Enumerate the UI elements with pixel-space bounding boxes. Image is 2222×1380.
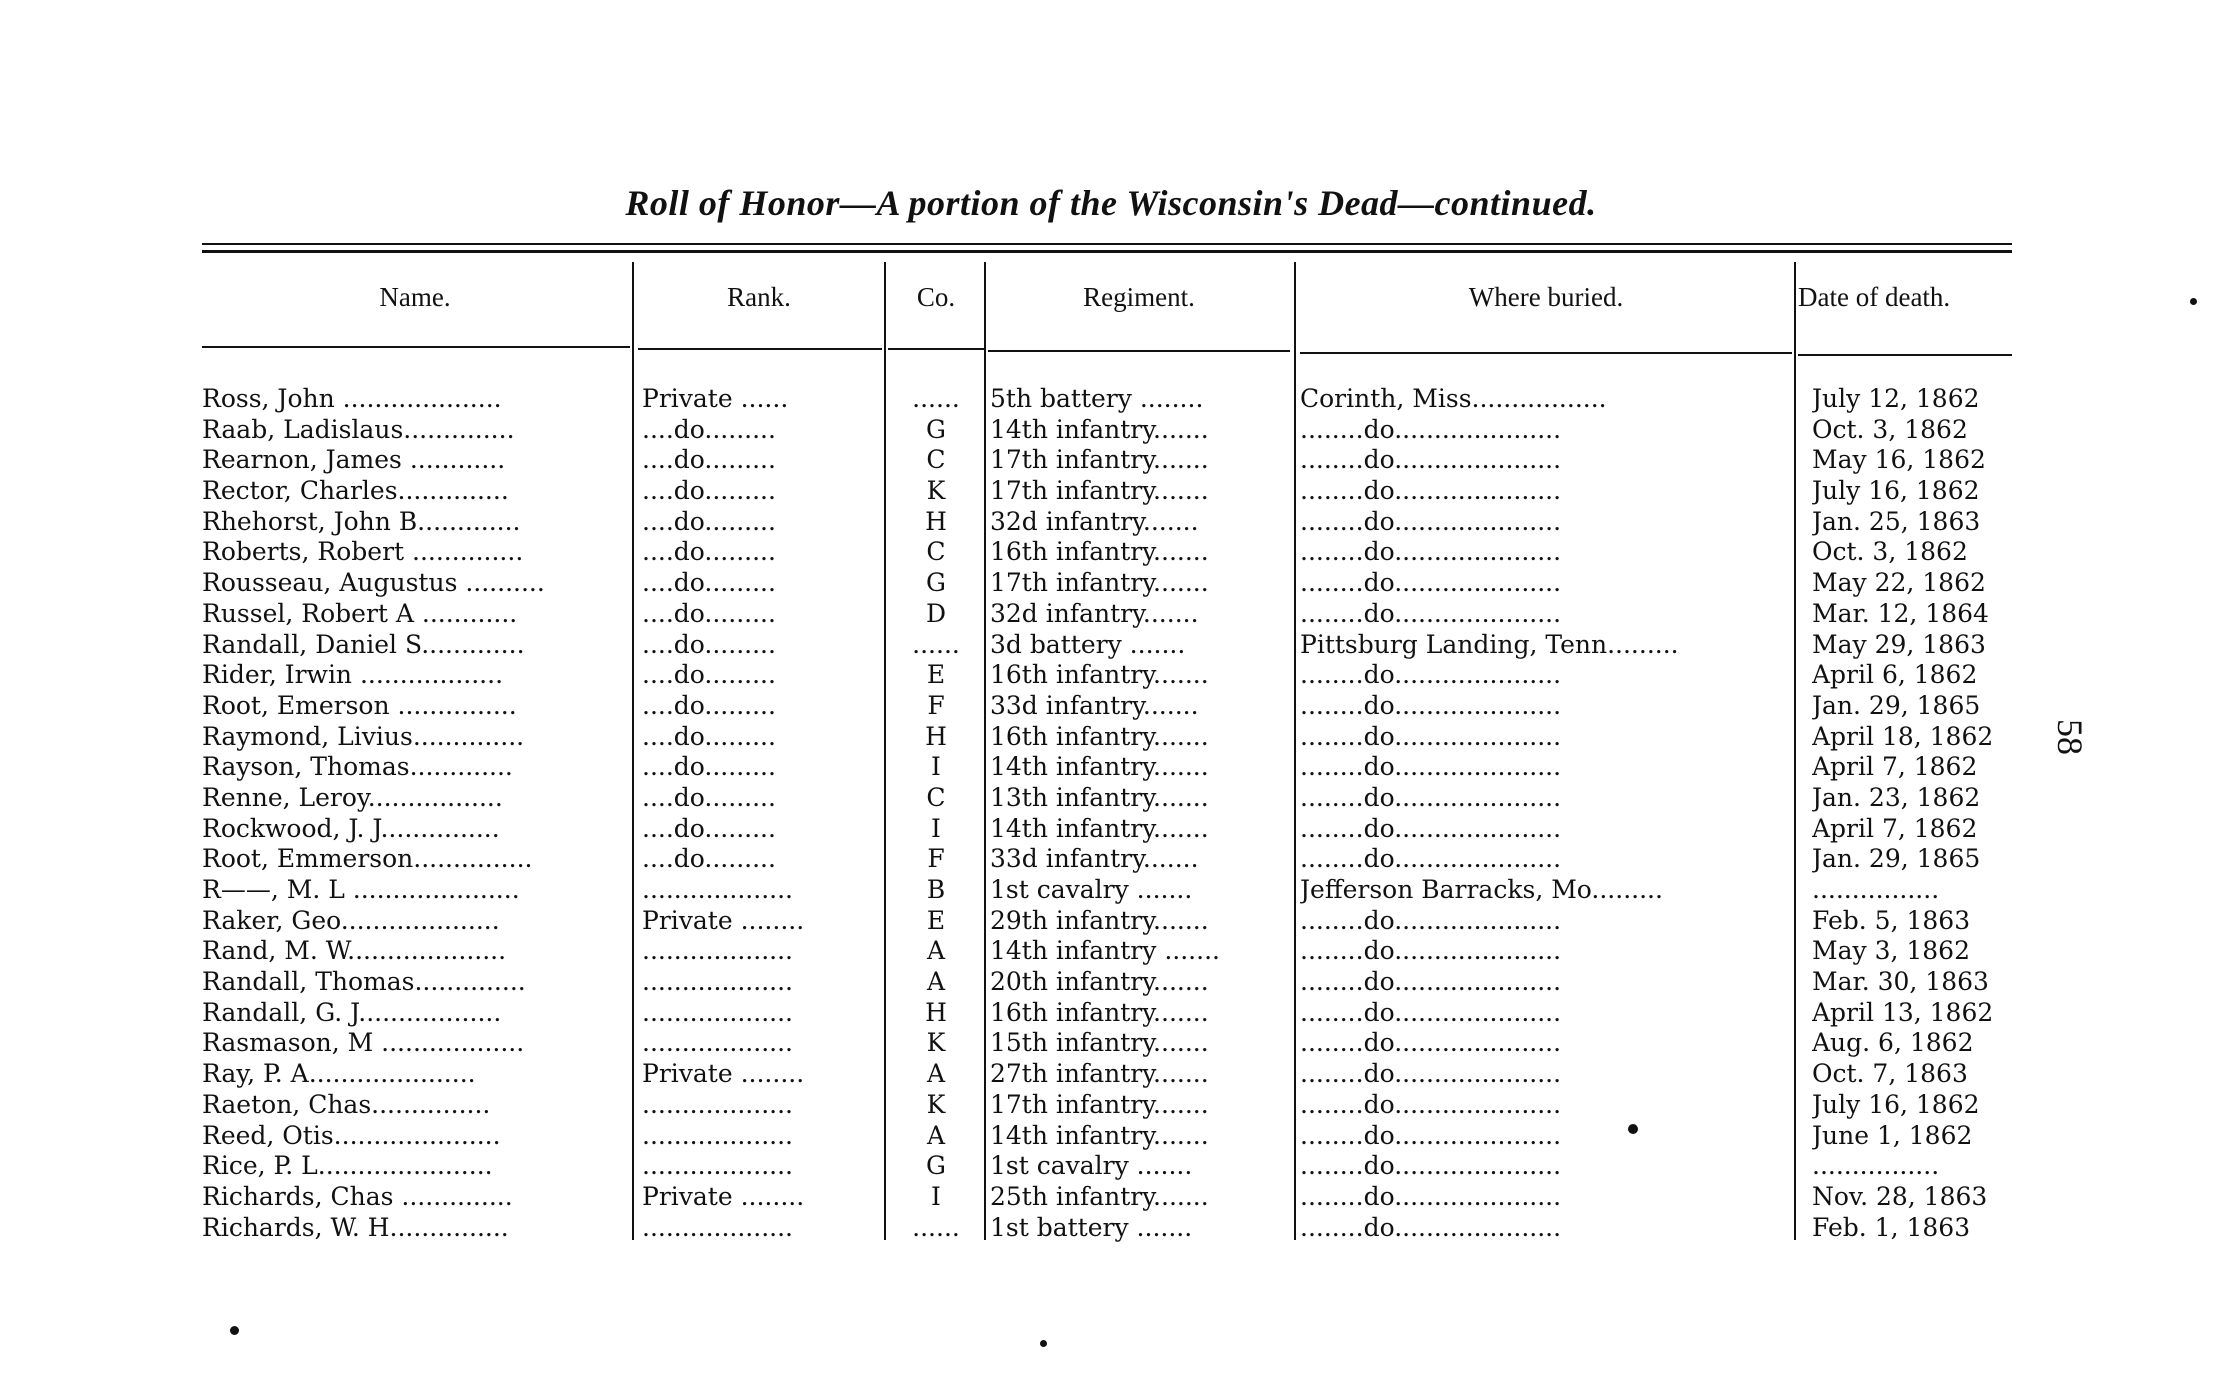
table-row [0,691,2222,722]
date-of-death-cell: ................ [1812,875,1940,904]
date-of-death-cell: May 22, 1862 [1812,568,1986,598]
name-cell: Ray, P. A..................... [202,1059,476,1089]
regiment-cell: 25th infantry....... [990,1181,1209,1211]
rank-cell: ....do......... [642,506,776,536]
ink-speck [230,1326,239,1335]
header-rule-name [202,346,630,348]
rank-cell: ................... [642,1151,793,1181]
table-row [0,752,2222,783]
table-row [0,630,2222,661]
regiment-cell: 27th infantry....... [990,1059,1209,1089]
rank-cell: ....do......... [642,445,776,475]
table-row [0,783,2222,814]
where-buried-cell: ........do..................... [1300,936,1562,966]
company-cell: K [926,1089,946,1119]
regiment-cell: 14th infantry ....... [990,936,1220,966]
where-buried-cell: ........do..................... [1300,660,1562,690]
name-cell: Raeton, Chas............... [202,1089,491,1119]
rank-cell: ....do......... [642,537,776,567]
rank-cell: ....do......... [642,414,776,444]
where-buried-cell: ........do..................... [1300,721,1562,751]
rank-cell: ....do......... [642,629,776,659]
table-row [0,967,2222,998]
table-row [0,844,2222,875]
where-buried-cell: ........do..................... [1300,690,1562,720]
regiment-cell: 14th infantry....... [990,752,1209,782]
company-cell: F [927,690,945,720]
rank-cell: ....do......... [642,782,776,812]
name-cell: Rockwood, J. J............... [202,813,500,843]
table-row [0,537,2222,568]
header-regiment: Regiment. [1083,282,1195,312]
rank-cell: ....do......... [642,721,776,751]
name-cell: Raker, Geo.................... [202,905,500,935]
name-cell: Rearnon, James ............ [202,445,506,475]
table-row [0,998,2222,1029]
regiment-cell: 20th infantry....... [990,967,1209,997]
regiment-cell: 29th infantry....... [990,905,1209,935]
company-cell: G [926,568,946,598]
name-cell: Root, Emerson ............... [202,690,517,720]
date-of-death-cell: April 13, 1862 [1812,997,1994,1027]
date-of-death-cell: Mar. 30, 1863 [1812,967,1989,997]
name-cell: Raab, Ladislaus.............. [202,414,515,444]
date-of-death-cell: ................ [1812,1151,1940,1181]
company-cell: E [926,660,946,690]
header-where-buried: Where buried. [1468,282,1624,312]
where-buried-cell: ........do..................... [1300,1212,1562,1242]
date-of-death-cell: May 29, 1863 [1812,629,1986,659]
where-buried-cell: ........do..................... [1300,1181,1562,1211]
company-cell: ...... [912,629,960,659]
name-cell: Reed, Otis..................... [202,1120,501,1150]
date-of-death-cell: Feb. 1, 1863 [1812,1212,1971,1242]
rank-cell: Private ...... [642,384,789,413]
regiment-cell: 1st cavalry ....... [990,875,1193,904]
roll-table-body [0,384,2222,1243]
name-cell: Russel, Robert A ............ [202,598,518,628]
date-of-death-cell: Nov. 28, 1863 [1812,1181,1988,1211]
table-row [0,1028,2222,1059]
page-number: 58 [2050,719,2090,755]
rank-cell: ....do......... [642,813,776,843]
rank-cell: ................... [642,997,793,1027]
top-rule-thin [202,243,2012,245]
name-cell: Roberts, Robert .............. [202,537,524,567]
table-row [0,814,2222,845]
header-name: Name. [379,282,451,312]
date-of-death-cell: Aug. 6, 1862 [1812,1028,1974,1058]
company-cell: B [926,875,946,904]
table-row [0,1059,2222,1090]
where-buried-cell: ........do..................... [1300,997,1562,1027]
header-rule-rank [638,348,882,350]
company-cell: G [926,414,946,444]
where-buried-cell: ........do..................... [1300,598,1562,628]
rank-cell: ................... [642,1212,793,1242]
regiment-cell: 14th infantry....... [990,813,1209,843]
where-buried-cell: ........do..................... [1300,1151,1562,1181]
date-of-death-cell: May 3, 1862 [1812,936,1970,966]
table-row [0,415,2222,446]
rank-cell: ................... [642,875,793,904]
rank-cell: ....do......... [642,476,776,506]
date-of-death-cell: Oct. 3, 1862 [1812,414,1968,444]
where-buried-cell: ........do..................... [1300,445,1562,475]
header-rank: Rank. [727,282,791,312]
company-cell: F [927,844,945,874]
table-row [0,445,2222,476]
company-cell: C [926,537,946,567]
company-cell: I [931,1181,941,1211]
where-buried-cell: ........do..................... [1300,1120,1562,1150]
name-cell: Richards, W. H............... [202,1212,509,1242]
company-cell: I [931,752,941,782]
rank-cell: ................... [642,1028,793,1058]
where-buried-cell: ........do..................... [1300,1089,1562,1119]
table-row [0,1151,2222,1182]
rank-cell: ................... [642,967,793,997]
header-date-of-death: Date of death. [1798,282,1951,312]
regiment-cell: 3d battery ....... [990,629,1186,659]
name-cell: Richards, Chas .............. [202,1181,513,1211]
table-row [0,1182,2222,1213]
company-cell: ...... [912,384,960,413]
date-of-death-cell: July 16, 1862 [1812,1089,1980,1119]
rank-cell: ................... [642,1120,793,1150]
date-of-death-cell: July 16, 1862 [1812,476,1980,506]
ink-speck [1628,1124,1638,1134]
ink-speck [2190,298,2197,305]
company-cell: A [926,967,946,997]
header-rule-co [888,348,984,350]
rank-cell: Private ........ [642,1181,805,1211]
regiment-cell: 16th infantry....... [990,537,1209,567]
company-cell: I [931,813,941,843]
company-cell: A [926,936,946,966]
company-cell: A [926,1120,946,1150]
name-cell: Renne, Leroy................. [202,782,503,812]
where-buried-cell: Jefferson Barracks, Mo......... [1300,875,1663,904]
where-buried-cell: ........do..................... [1300,1059,1562,1089]
ink-speck [1040,1340,1047,1347]
header-rule-date [1798,354,2012,356]
rank-cell: ....do......... [642,568,776,598]
company-cell: C [926,445,946,475]
where-buried-cell: Pittsburg Landing, Tenn......... [1300,629,1679,659]
date-of-death-cell: May 16, 1862 [1812,445,1986,475]
date-of-death-cell: Jan. 25, 1863 [1812,506,1981,536]
where-buried-cell: ........do..................... [1300,537,1562,567]
regiment-cell: 17th infantry....... [990,568,1209,598]
date-of-death-cell: Oct. 3, 1862 [1812,537,1968,567]
name-cell: Randall, Thomas.............. [202,967,526,997]
table-row [0,1121,2222,1152]
regiment-cell: 33d infantry....... [990,690,1199,720]
rank-cell: Private ........ [642,905,805,935]
company-cell: H [925,506,947,536]
regiment-cell: 17th infantry....... [990,476,1209,506]
table-row [0,384,2222,415]
where-buried-cell: ........do..................... [1300,844,1562,874]
company-cell: C [926,782,946,812]
rank-cell: ....do......... [642,598,776,628]
name-cell: Rand, M. W.................... [202,936,507,966]
date-of-death-cell: Feb. 5, 1863 [1812,905,1971,935]
where-buried-cell: Corinth, Miss................. [1300,384,1607,413]
rank-cell: Private ........ [642,1059,805,1089]
table-row [0,476,2222,507]
rank-cell: ................... [642,1089,793,1119]
company-cell: K [926,1028,946,1058]
page-title: Roll of Honor—A portion of the Wisconsin's Dead—continued. [625,183,1597,223]
date-of-death-cell: Oct. 7, 1863 [1812,1059,1968,1089]
date-of-death-cell: April 18, 1862 [1812,721,1994,751]
table-row [0,599,2222,630]
regiment-cell: 16th infantry....... [990,997,1209,1027]
name-cell: Rider, Irwin .................. [202,660,504,690]
regiment-cell: 14th infantry....... [990,1120,1209,1150]
regiment-cell: 32d infantry....... [990,598,1199,628]
company-cell: H [925,721,947,751]
regiment-cell: 13th infantry....... [990,782,1209,812]
name-cell: Randall, G. J.................. [202,997,502,1027]
where-buried-cell: ........do..................... [1300,414,1562,444]
rank-cell: ................... [642,936,793,966]
name-cell: Rhehorst, John B............. [202,506,521,536]
regiment-cell: 1st battery ....... [990,1212,1193,1242]
regiment-cell: 33d infantry....... [990,844,1199,874]
table-row [0,1090,2222,1121]
regiment-cell: 15th infantry....... [990,1028,1209,1058]
company-cell: G [926,1151,946,1181]
company-cell: D [925,598,947,628]
header-co: Co. [916,282,956,312]
company-cell: H [925,997,947,1027]
rank-cell: ....do......... [642,690,776,720]
date-of-death-cell: Mar. 12, 1864 [1812,598,1989,628]
name-cell: Randall, Daniel S............. [202,629,525,659]
regiment-cell: 1st cavalry ....... [990,1151,1193,1181]
regiment-cell: 17th infantry....... [990,445,1209,475]
table-row [0,507,2222,538]
regiment-cell: 32d infantry....... [990,506,1199,536]
rank-cell: ....do......... [642,844,776,874]
date-of-death-cell: Jan. 29, 1865 [1812,690,1981,720]
date-of-death-cell: Jan. 23, 1862 [1812,782,1981,812]
top-rule-thick [202,250,2012,253]
rank-cell: ....do......... [642,660,776,690]
table-row [0,568,2222,599]
name-cell: Raymond, Livius.............. [202,721,525,751]
header-rule-regiment [988,350,1290,352]
where-buried-cell: ........do..................... [1300,568,1562,598]
name-cell: Rasmason, M .................. [202,1028,525,1058]
name-cell: Rector, Charles.............. [202,476,509,506]
table-row [0,906,2222,937]
where-buried-cell: ........do..................... [1300,782,1562,812]
name-cell: Rayson, Thomas............. [202,752,513,782]
company-cell: A [926,1059,946,1089]
name-cell: Rice, P. L...................... [202,1151,493,1181]
company-cell: K [926,476,946,506]
where-buried-cell: ........do..................... [1300,752,1562,782]
where-buried-cell: ........do..................... [1300,1028,1562,1058]
regiment-cell: 16th infantry....... [990,721,1209,751]
table-row [0,875,2222,906]
table-row [0,660,2222,691]
name-cell: Ross, John .................... [202,384,502,413]
table-row [0,936,2222,967]
table-row [0,722,2222,753]
table-row [0,1213,2222,1244]
regiment-cell: 16th infantry....... [990,660,1209,690]
company-cell: ...... [912,1212,960,1242]
header-rule-buried [1300,352,1792,354]
date-of-death-cell: Jan. 29, 1865 [1812,844,1981,874]
where-buried-cell: ........do..................... [1300,967,1562,997]
name-cell: Rousseau, Augustus .......... [202,568,545,598]
date-of-death-cell: April 7, 1862 [1812,752,1978,782]
date-of-death-cell: July 12, 1862 [1812,384,1980,413]
rank-cell: ....do......... [642,752,776,782]
where-buried-cell: ........do..................... [1300,905,1562,935]
name-cell: Root, Emmerson............... [202,844,533,874]
where-buried-cell: ........do..................... [1300,506,1562,536]
regiment-cell: 5th battery ........ [990,384,1204,413]
where-buried-cell: ........do..................... [1300,813,1562,843]
regiment-cell: 14th infantry....... [990,414,1209,444]
company-cell: E [926,905,946,935]
where-buried-cell: ........do..................... [1300,476,1562,506]
date-of-death-cell: April 7, 1862 [1812,813,1978,843]
regiment-cell: 17th infantry....... [990,1089,1209,1119]
date-of-death-cell: June 1, 1862 [1812,1120,1973,1150]
date-of-death-cell: April 6, 1862 [1812,660,1978,690]
name-cell: R——, M. L ..................... [202,875,520,904]
